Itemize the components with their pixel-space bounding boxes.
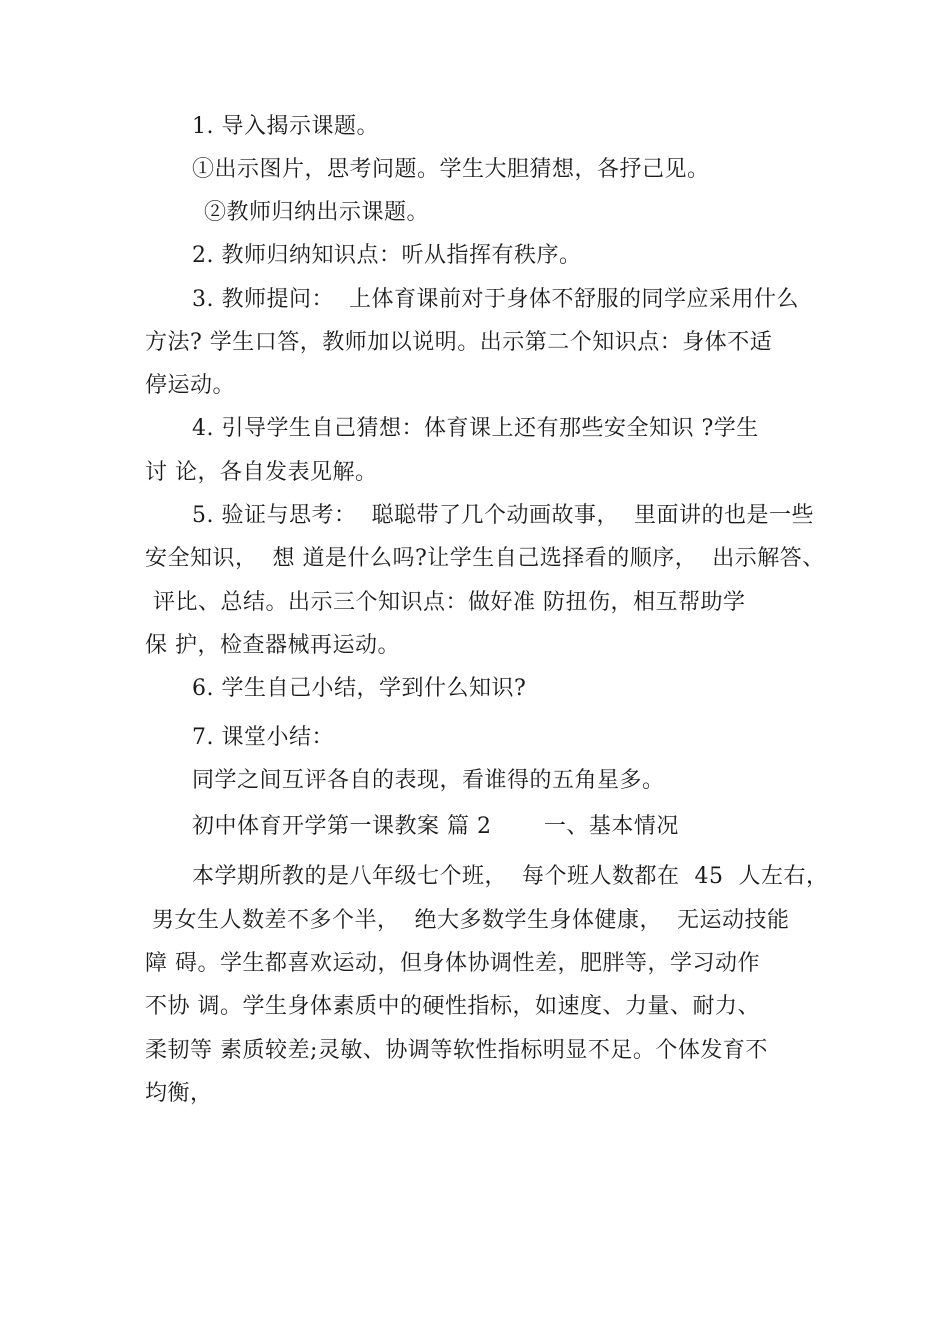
text-line: ①出示图片，思考问题。学生大胆猜想，各抒己见。 [192,157,710,182]
text-line: 保 护，检查器械再运动。 [145,633,400,658]
text-line: 男女生人数差不多个半， 绝大多数学生身体健康， 无运动技能 [152,908,790,933]
text-line: 安全知识， 想 道是什么吗?让学生自己选择看的顺序， 出示解答、 [145,546,825,571]
text-line: 本学期所教的是八年级七个班， 每个班人数都在 45 人左右， [192,864,829,889]
text-line: 方法? 学生口答，教师加以说明。出示第二个知识点：身体不适 [145,330,773,355]
text-line: 7. 课堂小结： [192,725,334,750]
text-line: 4. 引导学生自己猜想：体育课上还有那些安全知识 ?学生 [192,416,759,441]
text-line: 6. 学生自己小结，学到什么知识? [192,676,527,701]
text-line: 3. 教师提问： 上体育课前对于身体不舒服的同学应采用什么 [192,287,799,312]
text-line: 5. 验证与思考： 聪聪带了几个动画故事， 里面讲的也是一些 [192,503,814,528]
text-line: 均衡， [145,1081,213,1106]
text-line: 评比、总结。出示三个知识点：做好准 防扭伤，相互帮助学 [153,590,746,615]
text-line: 2. 教师归纳知识点：听从指挥有秩序。 [192,243,582,268]
text-line: 讨 论，各自发表见解。 [145,460,378,485]
text-line: ②教师归纳出示课题。 [204,200,430,225]
text-line: 同学之间互评各自的表现，看谁得的五角星多。 [192,768,665,793]
text-line: 停运动。 [145,373,236,398]
text-line: 障 碍。学生都喜欢运动，但身体协调性差，肥胖等，学习动作 [145,951,760,976]
text-line: 1. 导入揭示课题。 [192,114,379,139]
text-line: 柔韧等 素质较差;灵敏、协调等软性指标明显不足。个体发育不 [145,1038,768,1063]
text-line: 不协 调。学生身体素质中的硬性指标，如速度、力量、耐力、 [145,994,760,1019]
section-heading: 初中体育开学第一课教案 篇 2 一、基本情况 [192,814,679,839]
